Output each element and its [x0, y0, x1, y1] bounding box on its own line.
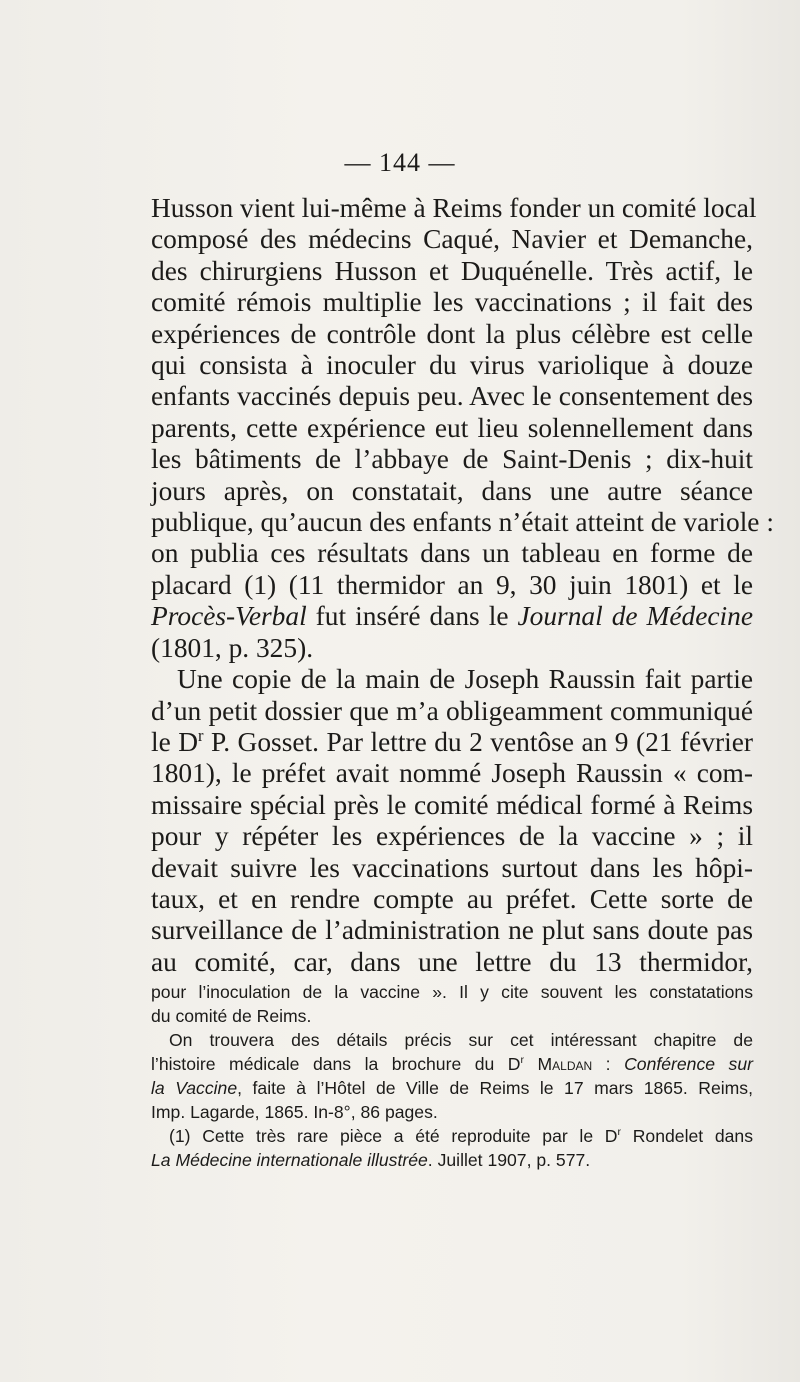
text-line [151, 727, 753, 758]
text-line: publique, qu’aucun des enfants n’était atteint de variole : [151, 507, 774, 538]
text-line: Husson vient lui-même à Reims fonder un comité local [151, 193, 757, 223]
text-line: au comité, car, dans une lettre du 13 thermidor, [151, 946, 753, 977]
italic-title: La Médecine internationale illustrée [151, 1150, 428, 1170]
footnote-line [151, 1148, 753, 1172]
text-line: d’un petit dossier que m’a obligeamment communiqué [151, 695, 753, 726]
text-line: enfants vaccinés depuis peu. Avec le consentement des [151, 381, 753, 412]
text-fragment: , faite à l’Hôtel de Ville de Reims le 17 mars 1865. Reims, [237, 1078, 753, 1098]
text-line: devait suivre les vaccinations surtout dans les hôpi- [151, 852, 753, 883]
italic-title-journal: Journal de Médecine [517, 601, 754, 632]
text-fragment: . Juillet 1907, p. 577. [427, 1150, 591, 1170]
text-line: 1801), le préfet avait nommé Joseph Raussin « com- [151, 758, 753, 789]
text-fragment: le D [151, 726, 199, 757]
footnote-line [151, 1124, 753, 1148]
text-line: surveillance de l’administration ne plut sans doute pas [151, 915, 753, 946]
text-line: Une copie de la main de Joseph Raussin fait partie [177, 664, 753, 695]
text-line: missaire spécial près le comité médical formé à Reims [151, 789, 753, 820]
text-fragment: : [592, 1054, 625, 1074]
footnote-line [151, 1052, 753, 1076]
text-line: comité rémois multiplie les vaccinations ; il fait des [151, 287, 753, 318]
superscript: r [198, 725, 204, 745]
text-line: taux, et en rendre compte au préfet. Cette sorte de [151, 883, 753, 914]
text-fragment: (1) Cette très rare pièce a été reproduite par le D [169, 1126, 618, 1146]
footnote-line [151, 1076, 753, 1100]
text-fragment: l’histoire médicale dans la brochure du D [151, 1054, 521, 1074]
italic-title: Conférence sur [624, 1054, 753, 1074]
italic-title-proces-verbal: Procès-Verbal [151, 601, 307, 632]
text-line: (1801, p. 325). [151, 632, 314, 663]
page-number: — 144 — [344, 148, 456, 177]
footnote-line: pour l’inoculation de la vaccine ». Il y cite souvent les constatations [151, 982, 753, 1002]
text-line: expériences de contrôle dont la plus célèbre est celle [151, 318, 753, 349]
text-line: composé des médecins Caqué, Navier et Demanche, [151, 224, 753, 255]
text-line: les bâtiments de l’abbaye de Saint-Denis ; dix-huit [151, 444, 753, 475]
text-fragment: P. Gosset. Par lettre du 2 ventôse an 9 (21 février [203, 726, 753, 757]
footnote-line: On trouvera des détails précis sur cet intéressant chapitre de [169, 1030, 753, 1050]
text-line: des chirurgiens Husson et Duquénelle. Très actif, le [151, 255, 753, 286]
text-line: placard (1) (11 thermidor an 9, 30 juin 1801) et le [151, 569, 753, 600]
footnote-line: du comité de Reims. [151, 1006, 312, 1026]
text-line: jours après, on constatait, dans une autre séance [151, 475, 753, 506]
footnotes [151, 980, 753, 1172]
footnote-line: Imp. Lagarde, 1865. In-8°, 86 pages. [151, 1102, 438, 1122]
italic-title: la Vaccine [151, 1078, 238, 1098]
superscript: r [520, 1054, 525, 1067]
superscript: r [617, 1126, 622, 1139]
author-name: Maldan [537, 1054, 593, 1074]
main-text [151, 193, 774, 978]
text-line: qui consista à inoculer du virus variolique à douze [151, 350, 753, 381]
text-line [151, 601, 753, 632]
text-line: parents, cette expérience eut lieu solennellement dans [151, 412, 753, 443]
text-line: on publia ces résultats dans un tableau en forme de [151, 538, 753, 569]
text-line: pour y répéter les expériences de la vaccine » ; il [151, 821, 753, 852]
text-fragment: Rondelet dans [621, 1126, 754, 1146]
text-fragment: fut inséré dans le [306, 601, 518, 632]
